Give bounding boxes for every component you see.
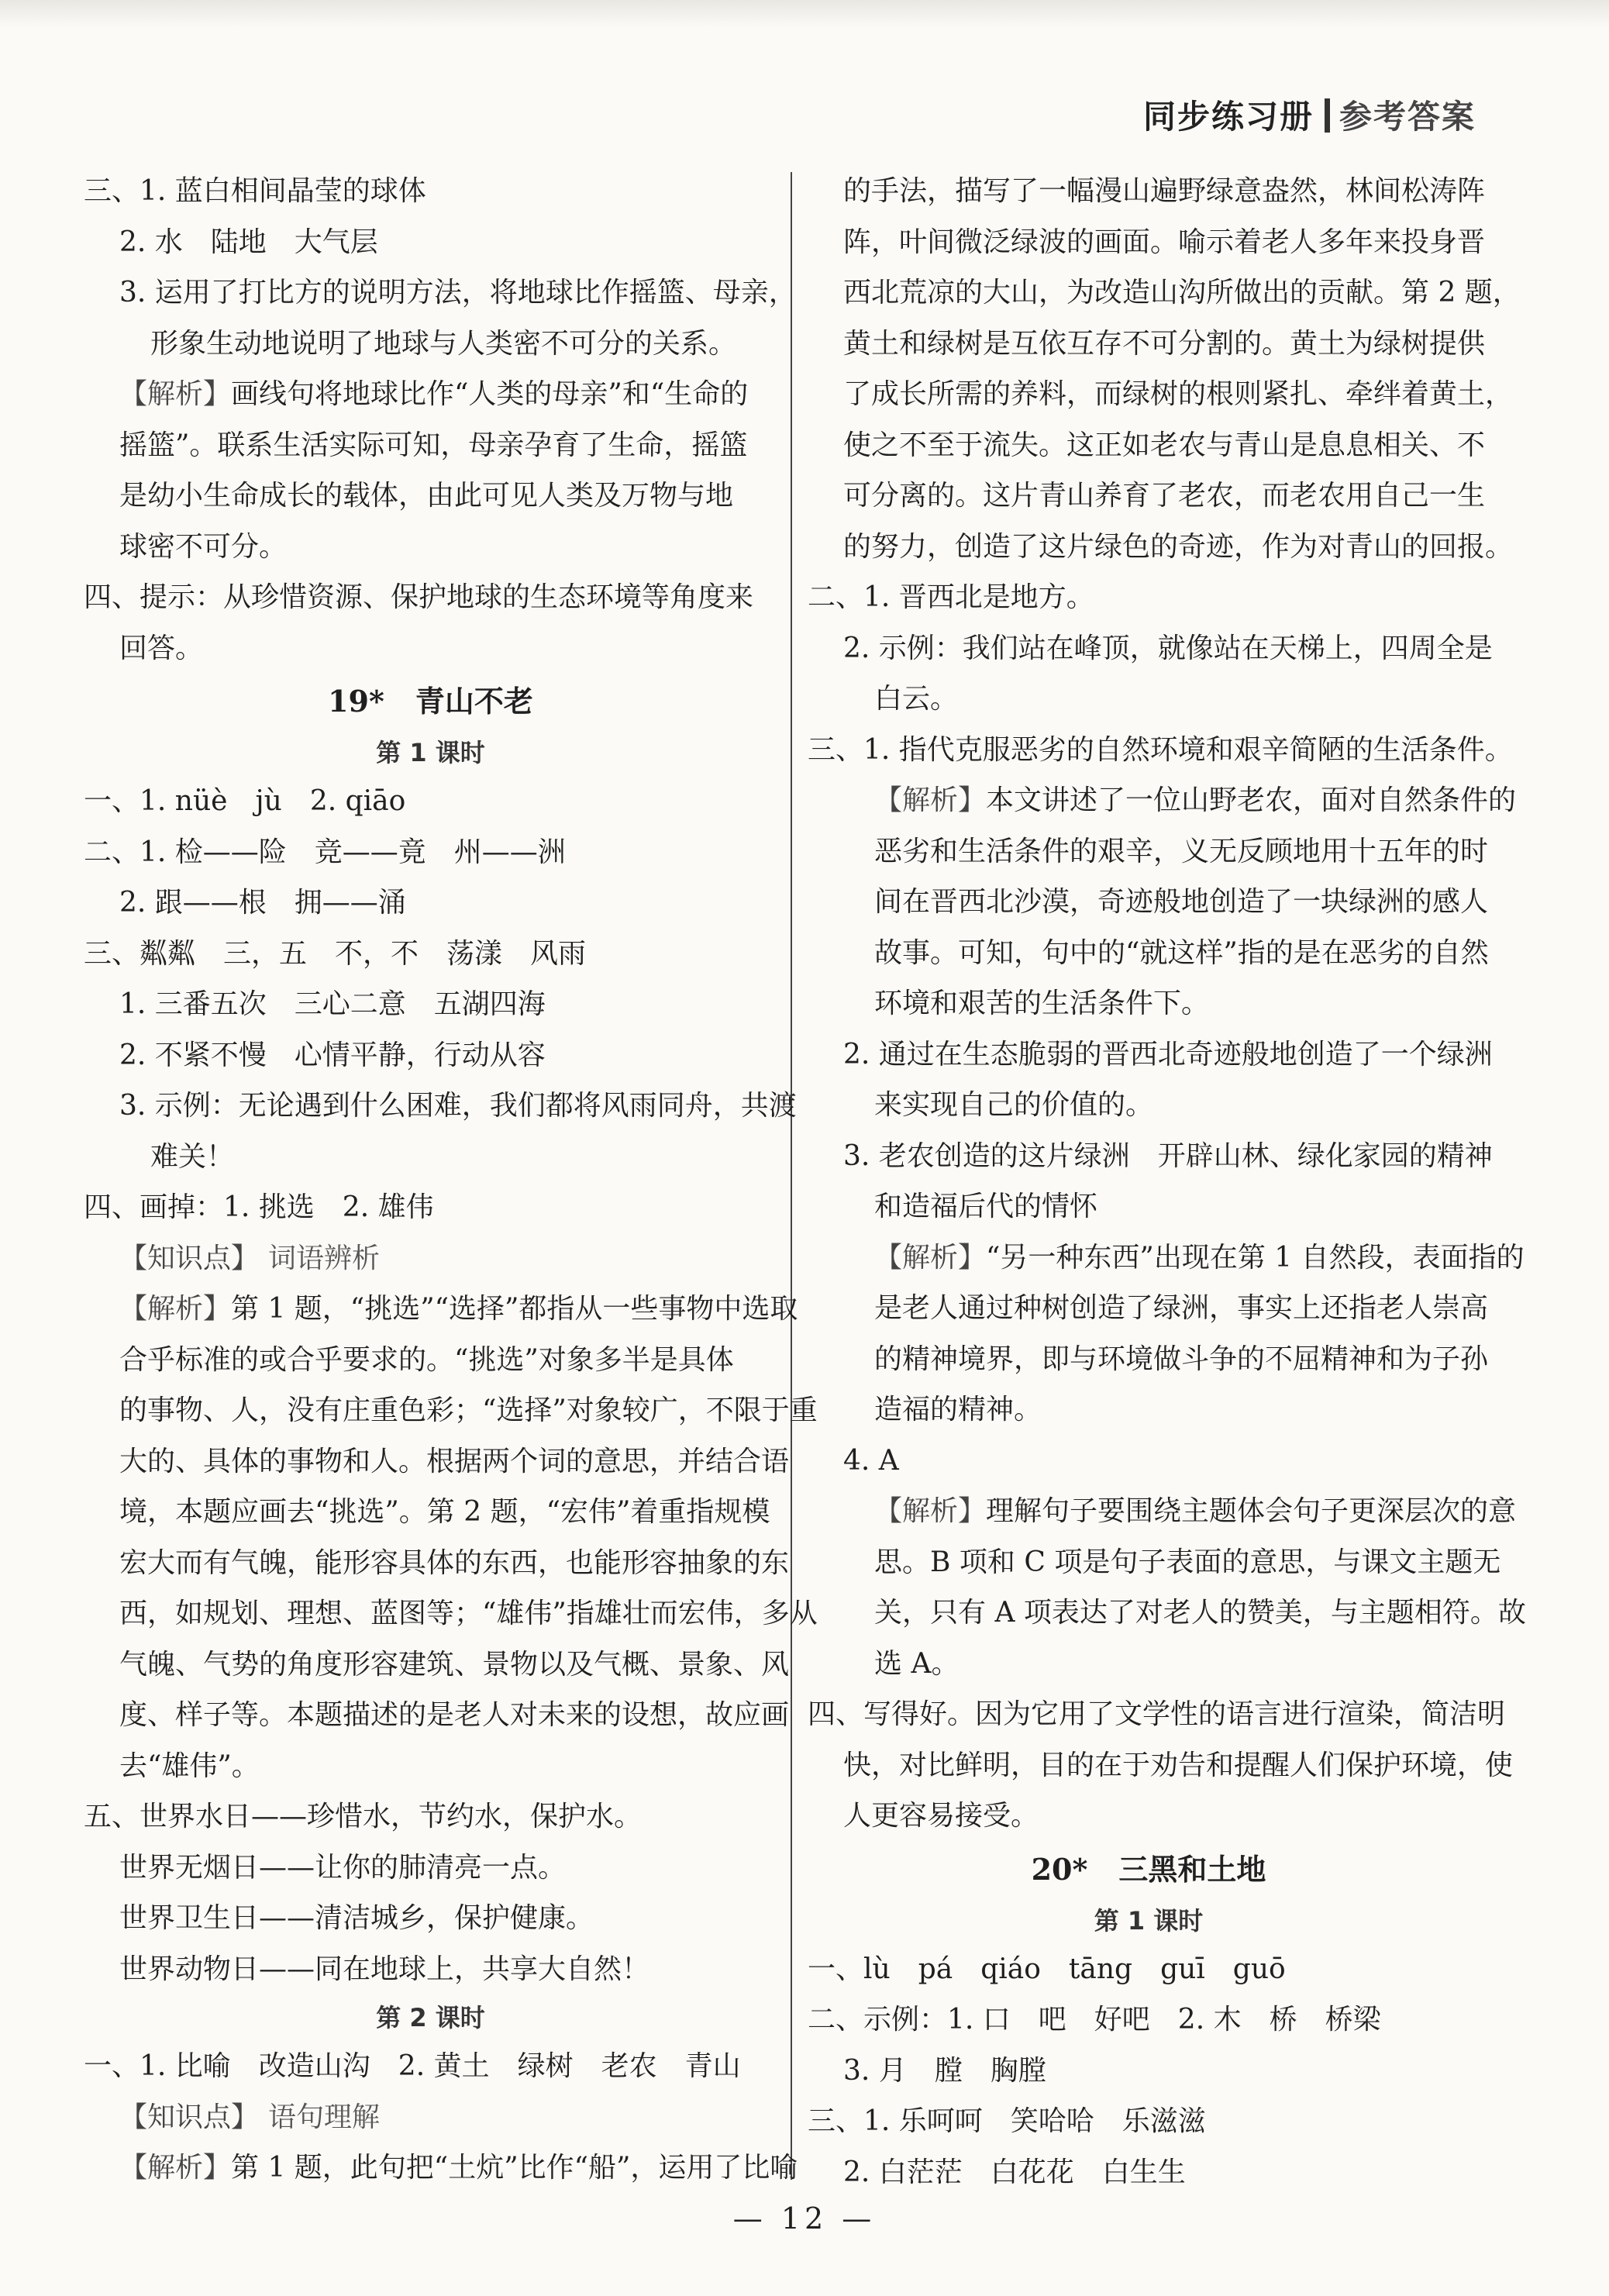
answer-text: 语句理解: [268, 2101, 381, 2133]
analysis-tag: 【解析】: [119, 378, 232, 410]
header-divider: [1325, 98, 1330, 133]
answer-line: [84, 979, 777, 1030]
answer-text: 2. 水 陆地 大气层: [119, 226, 378, 258]
answer-text: 本文讲述了一位山野老农，面对自然条件的: [986, 784, 1517, 816]
answer-text: 2. 示例：我们站在峰顶，就像站在天梯上，四周全是: [843, 632, 1493, 664]
answer-line: [84, 1944, 777, 1995]
answer-text: 二、1. 检——险 竞——竟 州——洲: [84, 836, 566, 868]
answer-line: [808, 1740, 1514, 1791]
answer-line: [84, 1741, 777, 1792]
answer-text: 环境和艰苦的生活条件下。: [874, 988, 1210, 1019]
answer-text: 第 1 题，此句把“土炕”比作“船”，运用了比喻: [231, 2152, 798, 2184]
answer-text: “另一种东西”出现在第 1 自然段，表面指的: [986, 1241, 1525, 1274]
answer-line: [808, 1131, 1493, 1182]
lesson-period: 第 2 课时: [376, 2003, 485, 2032]
answer-line: [808, 978, 1490, 1029]
answer-text: 3. 老农创造的这片绿洲 开辟山林、绿化家园的精神: [843, 1139, 1493, 1172]
lesson-name: 三黑和土地: [1118, 1851, 1266, 1887]
answer-text: 故事。可知，句中的“就这样”指的是在恶劣的自然: [874, 936, 1489, 969]
answer-line: [84, 1233, 777, 1284]
answer-text: 第 1 题，“挑选”“选择”都指从一些事物中选取: [231, 1293, 798, 1325]
answer-text: 五、世界水日——珍惜水，节约水，保护水。: [84, 1801, 643, 1832]
answer-line: [84, 319, 777, 370]
answer-text: 1. 三番五次 三心二意 五湖四海: [119, 988, 546, 1020]
answer-text: 大的、具体的事物和人。根据两个词的意思，并结合语: [119, 1445, 790, 1477]
answer-line: [808, 522, 1514, 573]
right-column: [808, 166, 1526, 2198]
answer-text: 2. 白茫茫 白花花 白生生: [843, 2156, 1186, 2188]
answer-text: 去“雄伟”。: [119, 1750, 260, 1782]
answer-text: 思。B 项和 C 项是句子表面的意思，与课文主题无: [874, 1546, 1501, 1578]
answer-text: 2. 通过在生态脆弱的晋西北奇迹般地创造了一个绿洲: [843, 1038, 1493, 1070]
answer-line: [84, 369, 777, 420]
answer-text: 摇篮”。联系生活实际可知，母亲孕育了生命，摇篮: [119, 429, 748, 461]
answer-line: [808, 1994, 1490, 2046]
answer-text: 3. 月 膛 胸膛: [843, 2054, 1046, 2087]
answer-text: 一、1. nüè jù 2. qiāo: [84, 785, 406, 817]
answer-line: [84, 166, 777, 217]
answer-text: 是老人通过种树创造了绿洲，事实上还指老人崇高: [874, 1292, 1489, 1324]
answer-line: [808, 319, 1490, 370]
answer-line: [84, 776, 777, 827]
lesson-period: 第 1 课时: [376, 738, 485, 767]
answer-line: [84, 572, 777, 623]
page-header: [1143, 91, 1476, 138]
answer-line: [808, 826, 1490, 877]
answer-text: 世界无烟日——让你的肺清亮一点。: [119, 1851, 567, 1884]
left-column: [84, 166, 818, 2194]
answer-line: [84, 1487, 777, 1538]
top-scan-band: [0, 0, 1609, 28]
answer-line: [84, 2041, 777, 2092]
answer-text: 快，对比鲜明，目的在于劝告和提醒人们保护环境，使: [843, 1749, 1514, 1781]
answer-text: 四、提示：从珍惜资源、保护地球的生态环境等角度来: [84, 581, 754, 613]
answer-text: 合乎标准的或合乎要求的。“挑选”对象多半是具体: [119, 1343, 734, 1376]
answer-text: 使之不至于流失。这正如老农与青山是息息相关、不: [843, 429, 1486, 461]
answer-text: 球密不可分。: [119, 530, 288, 563]
answer-line: [84, 929, 777, 980]
analysis-tag: 【解析】: [874, 1495, 987, 1527]
answer-text: 四、写得好。因为它用了文学性的语言进行渲染，简洁明: [808, 1698, 1506, 1730]
analysis-tag: 【解析】: [119, 2152, 232, 2184]
answer-text: 2. 跟——根 拥——涌: [119, 887, 406, 919]
answer-line: [808, 267, 1521, 319]
answer-text: 三、1. 蓝白相间晶莹的球体: [84, 175, 426, 207]
knowledge-tag: 【知识点】: [119, 1242, 260, 1274]
answer-text: 白云。: [874, 683, 959, 715]
answer-line: [84, 1893, 777, 1944]
answer-line: [84, 1284, 798, 1335]
answer-text: 西北荒凉的大山，为改造山沟所做出的贡献。第 2 题，: [843, 277, 1521, 309]
answer-text: 4. A: [843, 1444, 899, 1477]
answer-line: [808, 369, 1514, 420]
answer-text: 三、1. 指代克服恶劣的自然环境和艰辛简陋的生活条件。: [808, 733, 1513, 766]
answer-line: [808, 1283, 1490, 1334]
answer-line: [808, 420, 1490, 471]
answer-line: [84, 1690, 790, 1741]
answer-line: [84, 1791, 777, 1843]
answer-line: [808, 1080, 1490, 1131]
answer-line: [84, 1588, 818, 1639]
answer-line: [808, 1537, 1501, 1588]
answer-line: [84, 2143, 798, 2194]
answer-text: 四、画掉：1. 挑选 2. 雄伟: [84, 1191, 434, 1223]
answer-text: 3. 示例：无论遇到什么困难，我们都将风雨同舟，共渡: [119, 1090, 797, 1122]
answer-line: [808, 2096, 1490, 2147]
answer-line: [84, 471, 777, 522]
answer-line: [84, 1132, 777, 1183]
answer-line: [808, 2046, 1490, 2097]
answer-text: 形象生动地说明了地球与人类密不可分的关系。: [150, 327, 737, 360]
answer-line: [808, 1181, 1490, 1232]
answer-line: [808, 1384, 1490, 1436]
answer-text: 度、样子等。本题描述的是老人对未来的设想，故应画: [119, 1699, 790, 1731]
answer-text: 人更容易接受。: [843, 1800, 1039, 1832]
answer-line: [808, 1486, 1517, 1537]
answer-line: [808, 1588, 1526, 1639]
answer-line: [84, 1843, 777, 1894]
answer-line: [84, 1030, 777, 1081]
answer-text: 黄土和绿树是互依互存不可分割的。黄土为绿树提供: [843, 327, 1486, 360]
answer-text: 恶劣和生活条件的艰辛，义无反顾地用十五年的时: [874, 835, 1489, 867]
answer-line: [84, 1436, 790, 1488]
answer-line: [808, 166, 1490, 217]
answer-line: [84, 267, 797, 319]
lesson-number: 20*: [1031, 1851, 1088, 1887]
lesson-name: 青山不老: [415, 684, 533, 719]
answer-line: [808, 1944, 1490, 1995]
lesson-title: [808, 1842, 1490, 1898]
answer-text: 来实现自己的价值的。: [874, 1089, 1154, 1121]
answer-line: [808, 623, 1493, 674]
answer-text: 宏大而有气魄，能形容具体的东西，也能形容抽象的东: [119, 1546, 790, 1579]
answer-line: [84, 1335, 777, 1386]
answer-text: 回答。: [119, 632, 204, 664]
answer-text: 的事物、人，没有庄重色彩；“选择”对象较广，不限于重: [119, 1394, 818, 1426]
answer-text: 三、1. 乐呵呵 笑哈哈 乐滋滋: [808, 2105, 1206, 2137]
answer-line: [808, 1029, 1493, 1081]
answer-line: [808, 1436, 1490, 1487]
answer-line: [84, 1639, 790, 1691]
answer-line: [84, 1081, 797, 1132]
answer-line: [84, 2092, 777, 2143]
answer-line: [808, 928, 1490, 979]
answer-line: [84, 877, 777, 929]
answer-line: [808, 1791, 1490, 1842]
answer-line: [808, 1639, 1490, 1690]
answer-line: [84, 420, 777, 471]
answer-text: 造福的精神。: [874, 1394, 1042, 1426]
answer-line: [84, 217, 777, 268]
answer-text: 世界卫生日——清洁城乡，保护健康。: [119, 1902, 594, 1934]
answer-text: 是幼小生命成长的载体，由此可见人类及万物与地: [119, 480, 734, 512]
answer-text: 了成长所需的养料，而绿树的根则紧扎、牵绊着黄土，: [843, 378, 1514, 410]
lesson-period: 第 1 课时: [1094, 1905, 1204, 1936]
answer-line: [808, 775, 1517, 826]
analysis-tag: 【解析】: [874, 1241, 987, 1274]
answer-line: [808, 1232, 1525, 1284]
answer-text: 三、粼粼 三，五 不，不 荡漾 风雨: [84, 937, 587, 970]
answer-text: 画线句将地球比作“人类的母亲”和“生命的: [231, 378, 749, 410]
answer-text: 难关！: [150, 1140, 235, 1173]
answer-text: 的努力，创造了这片绿色的奇迹，作为对青山的回报。: [843, 530, 1514, 563]
analysis-tag: 【解析】: [874, 784, 987, 816]
answer-text: 可分离的。这片青山养育了老农，而老农用自己一生: [843, 480, 1486, 512]
answer-line: [84, 522, 777, 573]
answer-line: [808, 471, 1490, 522]
answer-text: 一、lù pá qiáo tāng guī guō: [808, 1953, 1286, 1985]
answer-text: 2. 不紧不慢 心情平静，行动从容: [119, 1039, 546, 1071]
answer-line: [84, 1385, 818, 1436]
answer-text: 和造福后代的情怀: [874, 1191, 1098, 1222]
knowledge-tag: 【知识点】: [119, 2101, 260, 2133]
answer-line: [808, 674, 1490, 725]
answer-text: 的精神境界，即与环境做斗争的不屈精神和为子孙: [874, 1343, 1489, 1375]
answer-text: 二、示例：1. 口 吧 好吧 2. 木 桥 桥梁: [808, 2004, 1381, 2036]
analysis-tag: 【解析】: [119, 1293, 232, 1325]
answer-text: 气魄、气势的角度形容建筑、景物以及气概、景象、风: [119, 1648, 790, 1681]
answer-line: [84, 827, 777, 878]
answer-line: [808, 217, 1490, 268]
lesson-number: 19*: [328, 684, 384, 719]
section-title: 参考答案: [1339, 98, 1476, 136]
answer-text: 理解句子要围绕主题体会句子更深层次的意: [986, 1495, 1517, 1527]
answer-text: 的手法，描写了一幅漫山遍野绿意盎然，林间松涛阵: [843, 175, 1486, 207]
lesson-title: [84, 674, 777, 729]
answer-line: [808, 877, 1490, 928]
page-number: — 12 —: [732, 2201, 877, 2236]
answer-line: [84, 623, 777, 674]
column-divider: [791, 172, 792, 2180]
answer-text: 3. 运用了打比方的说明方法，将地球比作摇篮、母亲，: [119, 277, 797, 309]
answer-text: 词语辨析: [268, 1242, 381, 1274]
answer-text: 阵，叶间微泛绿波的画面。喻示着老人多年来投身晋: [843, 226, 1486, 258]
answer-text: 选 A。: [874, 1647, 960, 1680]
book-title: 同步练习册: [1142, 98, 1314, 136]
answer-line: [808, 1334, 1490, 1385]
answer-text: 间在晋西北沙漠，奇迹般地创造了一块绿洲的感人: [874, 886, 1489, 918]
answer-text: 西，如规划、理想、蓝图等；“雄伟”指雄壮而宏伟，多从: [119, 1598, 818, 1629]
answer-text: 二、1. 晋西北是地方。: [808, 581, 1094, 613]
answer-line: [808, 2147, 1490, 2198]
answer-text: 关，只有 A 项表达了对老人的赞美，与主题相符。故: [874, 1597, 1526, 1629]
answer-line: [808, 572, 1490, 623]
answer-line: [84, 1182, 777, 1233]
answer-line: [84, 1538, 790, 1589]
answer-text: 一、1. 比喻 改造山沟 2. 黄土 绿树 老农 青山: [84, 2050, 741, 2082]
answer-text: 境，本题应画去“挑选”。第 2 题，“宏伟”着重指规模: [119, 1496, 770, 1528]
answer-line: [808, 1689, 1506, 1740]
answer-line: [808, 725, 1513, 776]
answer-text: 世界动物日——同在地球上，共享大自然！: [119, 1953, 650, 1985]
